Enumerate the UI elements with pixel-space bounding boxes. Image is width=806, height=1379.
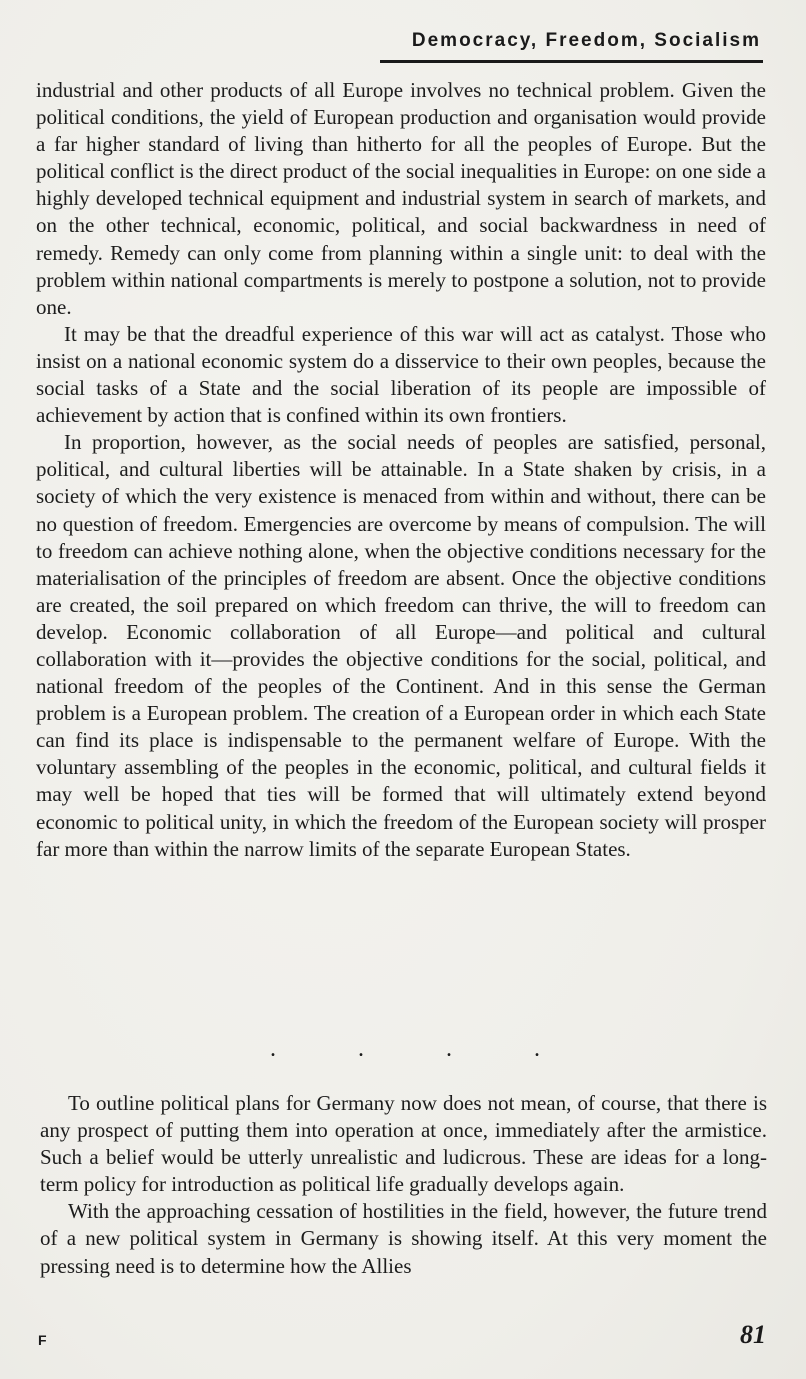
main-text-bottom xyxy=(40,1090,767,1280)
signature-mark: F xyxy=(38,1332,47,1348)
main-text-top xyxy=(36,77,766,863)
running-head: Democracy, Freedom, Socialism xyxy=(411,30,761,51)
section-break xyxy=(270,1036,540,1063)
page-number: 81 xyxy=(740,1320,766,1349)
header-rule xyxy=(380,60,763,63)
paragraph: To outline political plans for Germany now does not mean, of course, that there is any prospect of putting them into operation at once, immediately after the armistice. Such a belief would be utterly unrealistic and ludicrous. These are ideas for a long-term policy for introduction as political life gradually develops again. xyxy=(40,1091,767,1197)
paragraph: With the approaching cessation of hostilities in the field, however, the future trend of a new political system in Germany is showing itself. At this very moment the pressing need is to determine how the Allies xyxy=(40,1199,767,1278)
section-break-dot: . xyxy=(534,1036,540,1062)
paragraph: It may be that the dreadful experience of this war will act as catalyst. Those who insist on a national economic system do a disservice to their own peoples, because the social tasks of a State and the social liberation of its people are impossible of achievement by action that is confined within its own frontiers. xyxy=(36,321,766,428)
paragraph: In proportion, however, as the social needs of peoples are satisfied, personal, political, and cultural liberties will be attainable. In a State shaken by crisis, in a society of which the very existence is menaced from within and without, there can be no question of freedom. Emergencies are overcome by means of compulsion. The will to freedom can achieve nothing alone, when the objective conditions necessary for the materialisation of the principles of freedom are absent. Once the objective conditions are created, the soil prepared on which freedom can thrive, the will to freedom can develop. Economic collaboration of all Europe—and political and cultural collaboration with it—provides the objective conditions for the social, political, and national freedom of the peoples of the Continent. And in this sense the German problem is a European problem. The creation of a European order in which each State can find its place is indispensable to the permanent welfare of Europe. With the voluntary assembling of the peoples in the economic, political, and cultural fields it may well be hoped that ties will be formed that will ultimately extend beyond economic to political unity, in which the freedom of the European society will prosper far more than within the narrow limits of the separate European States. xyxy=(36,430,766,861)
paragraph: industrial and other products of all Europe involves no technical problem. Given the political conditions, the yield of European production and organisation would provide a far higher standard of living than hitherto for all the peoples of Europe. But the political conflict is the direct product of the social inequalities in Europe: on one side a highly developed technical equipment and industrial system in search of markets, and on the other technical, economic, political, and social backwardness in need of remedy. Remedy can only come from planning within a single unit: to deal with the problem within national compartments is merely to postpone a solution, not to provide one. xyxy=(36,78,766,319)
section-break-dot: . xyxy=(446,1036,452,1062)
section-break-dot: . xyxy=(270,1036,276,1062)
section-break-dot: . xyxy=(358,1036,364,1062)
